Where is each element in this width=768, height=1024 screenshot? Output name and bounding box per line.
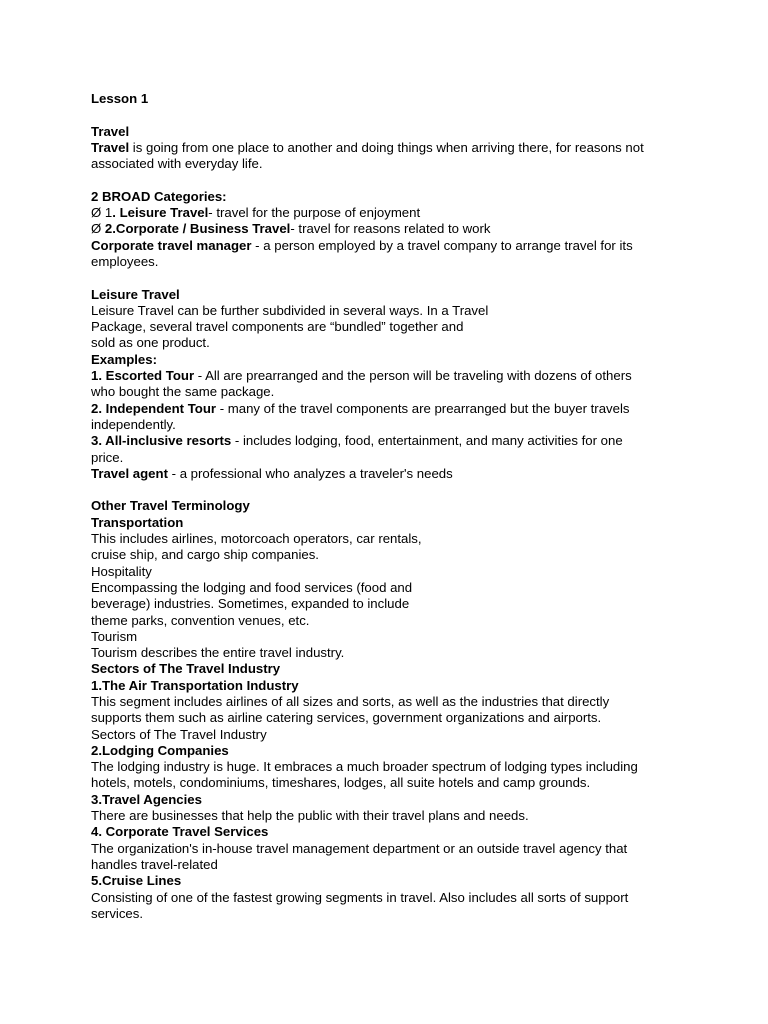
document-page [91, 91, 691, 922]
leisure-text-line: Package, several travel components are “bundled” together and [91, 319, 464, 335]
example-independent-tour: 2. Independent Tour - many of the travel components are prearranged but the buyer travels [91, 400, 630, 416]
travel-definition-cont: associated with everyday life. [91, 156, 263, 172]
hospitality-text-line: beverage) industries. Sometimes, expanded to include [91, 596, 410, 612]
sector-corporate-text-line: The organization's in-house travel management department or an outside travel agency that [91, 840, 628, 856]
leisure-heading: Leisure Travel [91, 286, 180, 302]
categories-heading: 2 BROAD Categories: [91, 188, 227, 204]
category-item-corporate: Ø 2.Corporate / Business Travel- travel for reasons related to work [91, 221, 491, 237]
travel-heading: Travel [91, 123, 130, 139]
travel-agent-definition: Travel agent - a professional who analyzes a traveler's needs [91, 465, 453, 481]
example-all-inclusive-cont: price. [91, 449, 124, 465]
sector-cruise-heading: 5.Cruise Lines [91, 873, 182, 889]
sector-lodging-heading: 2.Lodging Companies [91, 742, 229, 758]
corporate-manager-definition: Corporate travel manager - a person employed by a travel company to arrange travel for its [91, 237, 633, 253]
transportation-text-line: This includes airlines, motorcoach operators, car rentals, [91, 531, 422, 547]
category-item-leisure: Ø 1. Leisure Travel- travel for the purpose of enjoyment [91, 205, 421, 221]
example-all-inclusive: 3. All-inclusive resorts - includes lodging, food, entertainment, and many activities for one [91, 433, 623, 449]
example-independent-tour-cont: independently. [91, 416, 176, 432]
hospitality-text-line: theme parks, convention venues, etc. [91, 612, 310, 628]
corporate-manager-definition-cont: employees. [91, 253, 159, 269]
lesson-title: Lesson 1 [91, 91, 149, 106]
tourism-text-line: Tourism describes the entire travel industry. [91, 645, 345, 661]
sector-air-text-line: supports them such as airline catering services, government organizations and airports. [91, 710, 602, 726]
hospitality-heading: Hospitality [91, 563, 152, 579]
sectors-heading: Sectors of The Travel Industry [91, 661, 281, 677]
sector-air-text-line: Sectors of The Travel Industry [91, 726, 267, 742]
sector-agencies-text-line: There are businesses that help the public with their travel plans and needs. [91, 808, 529, 824]
spacer [91, 107, 691, 123]
spacer [91, 172, 691, 188]
sector-lodging-text-line: hotels, motels, condominiums, timeshares, lodges, all suite hotels and camp grounds. [91, 775, 591, 791]
sector-air-text-line: This segment includes airlines of all sizes and sorts, as well as the industries that directly [91, 693, 610, 709]
hospitality-text-line: Encompassing the lodging and food services (food and [91, 579, 413, 595]
leisure-text-line: sold as one product. [91, 335, 210, 351]
sector-lodging-text-line: The lodging industry is huge. It embraces a much broader spectrum of lodging types including [91, 759, 638, 775]
terminology-heading: Other Travel Terminology [91, 498, 250, 514]
transportation-text-line: cruise ship, and cargo ship companies. [91, 547, 319, 563]
sector-cruise-text-line: services. [91, 905, 144, 921]
examples-heading: Examples: [91, 351, 157, 367]
transportation-heading: Transportation [91, 514, 184, 530]
spacer [91, 482, 691, 498]
travel-definition: Travel is going from one place to another and doing things when arriving there, for reasons not [91, 139, 644, 155]
spacer [91, 270, 691, 286]
sector-cruise-text-line: Consisting of one of the fastest growing segments in travel. Also includes all sorts of support [91, 889, 629, 905]
leisure-text-line: Leisure Travel can be further subdivided in several ways. In a Travel [91, 302, 489, 318]
tourism-heading: Tourism [91, 628, 138, 644]
sector-agencies-heading: 3.Travel Agencies [91, 791, 202, 807]
example-escorted-tour-cont: who bought the same package. [91, 384, 275, 400]
example-escorted-tour: 1. Escorted Tour - All are prearranged and the person will be traveling with dozens of others [91, 368, 632, 384]
sector-air-heading: 1.The Air Transportation Industry [91, 677, 299, 693]
sector-corporate-heading: 4. Corporate Travel Services [91, 824, 269, 840]
sector-corporate-text-line: handles travel-related [91, 856, 218, 872]
